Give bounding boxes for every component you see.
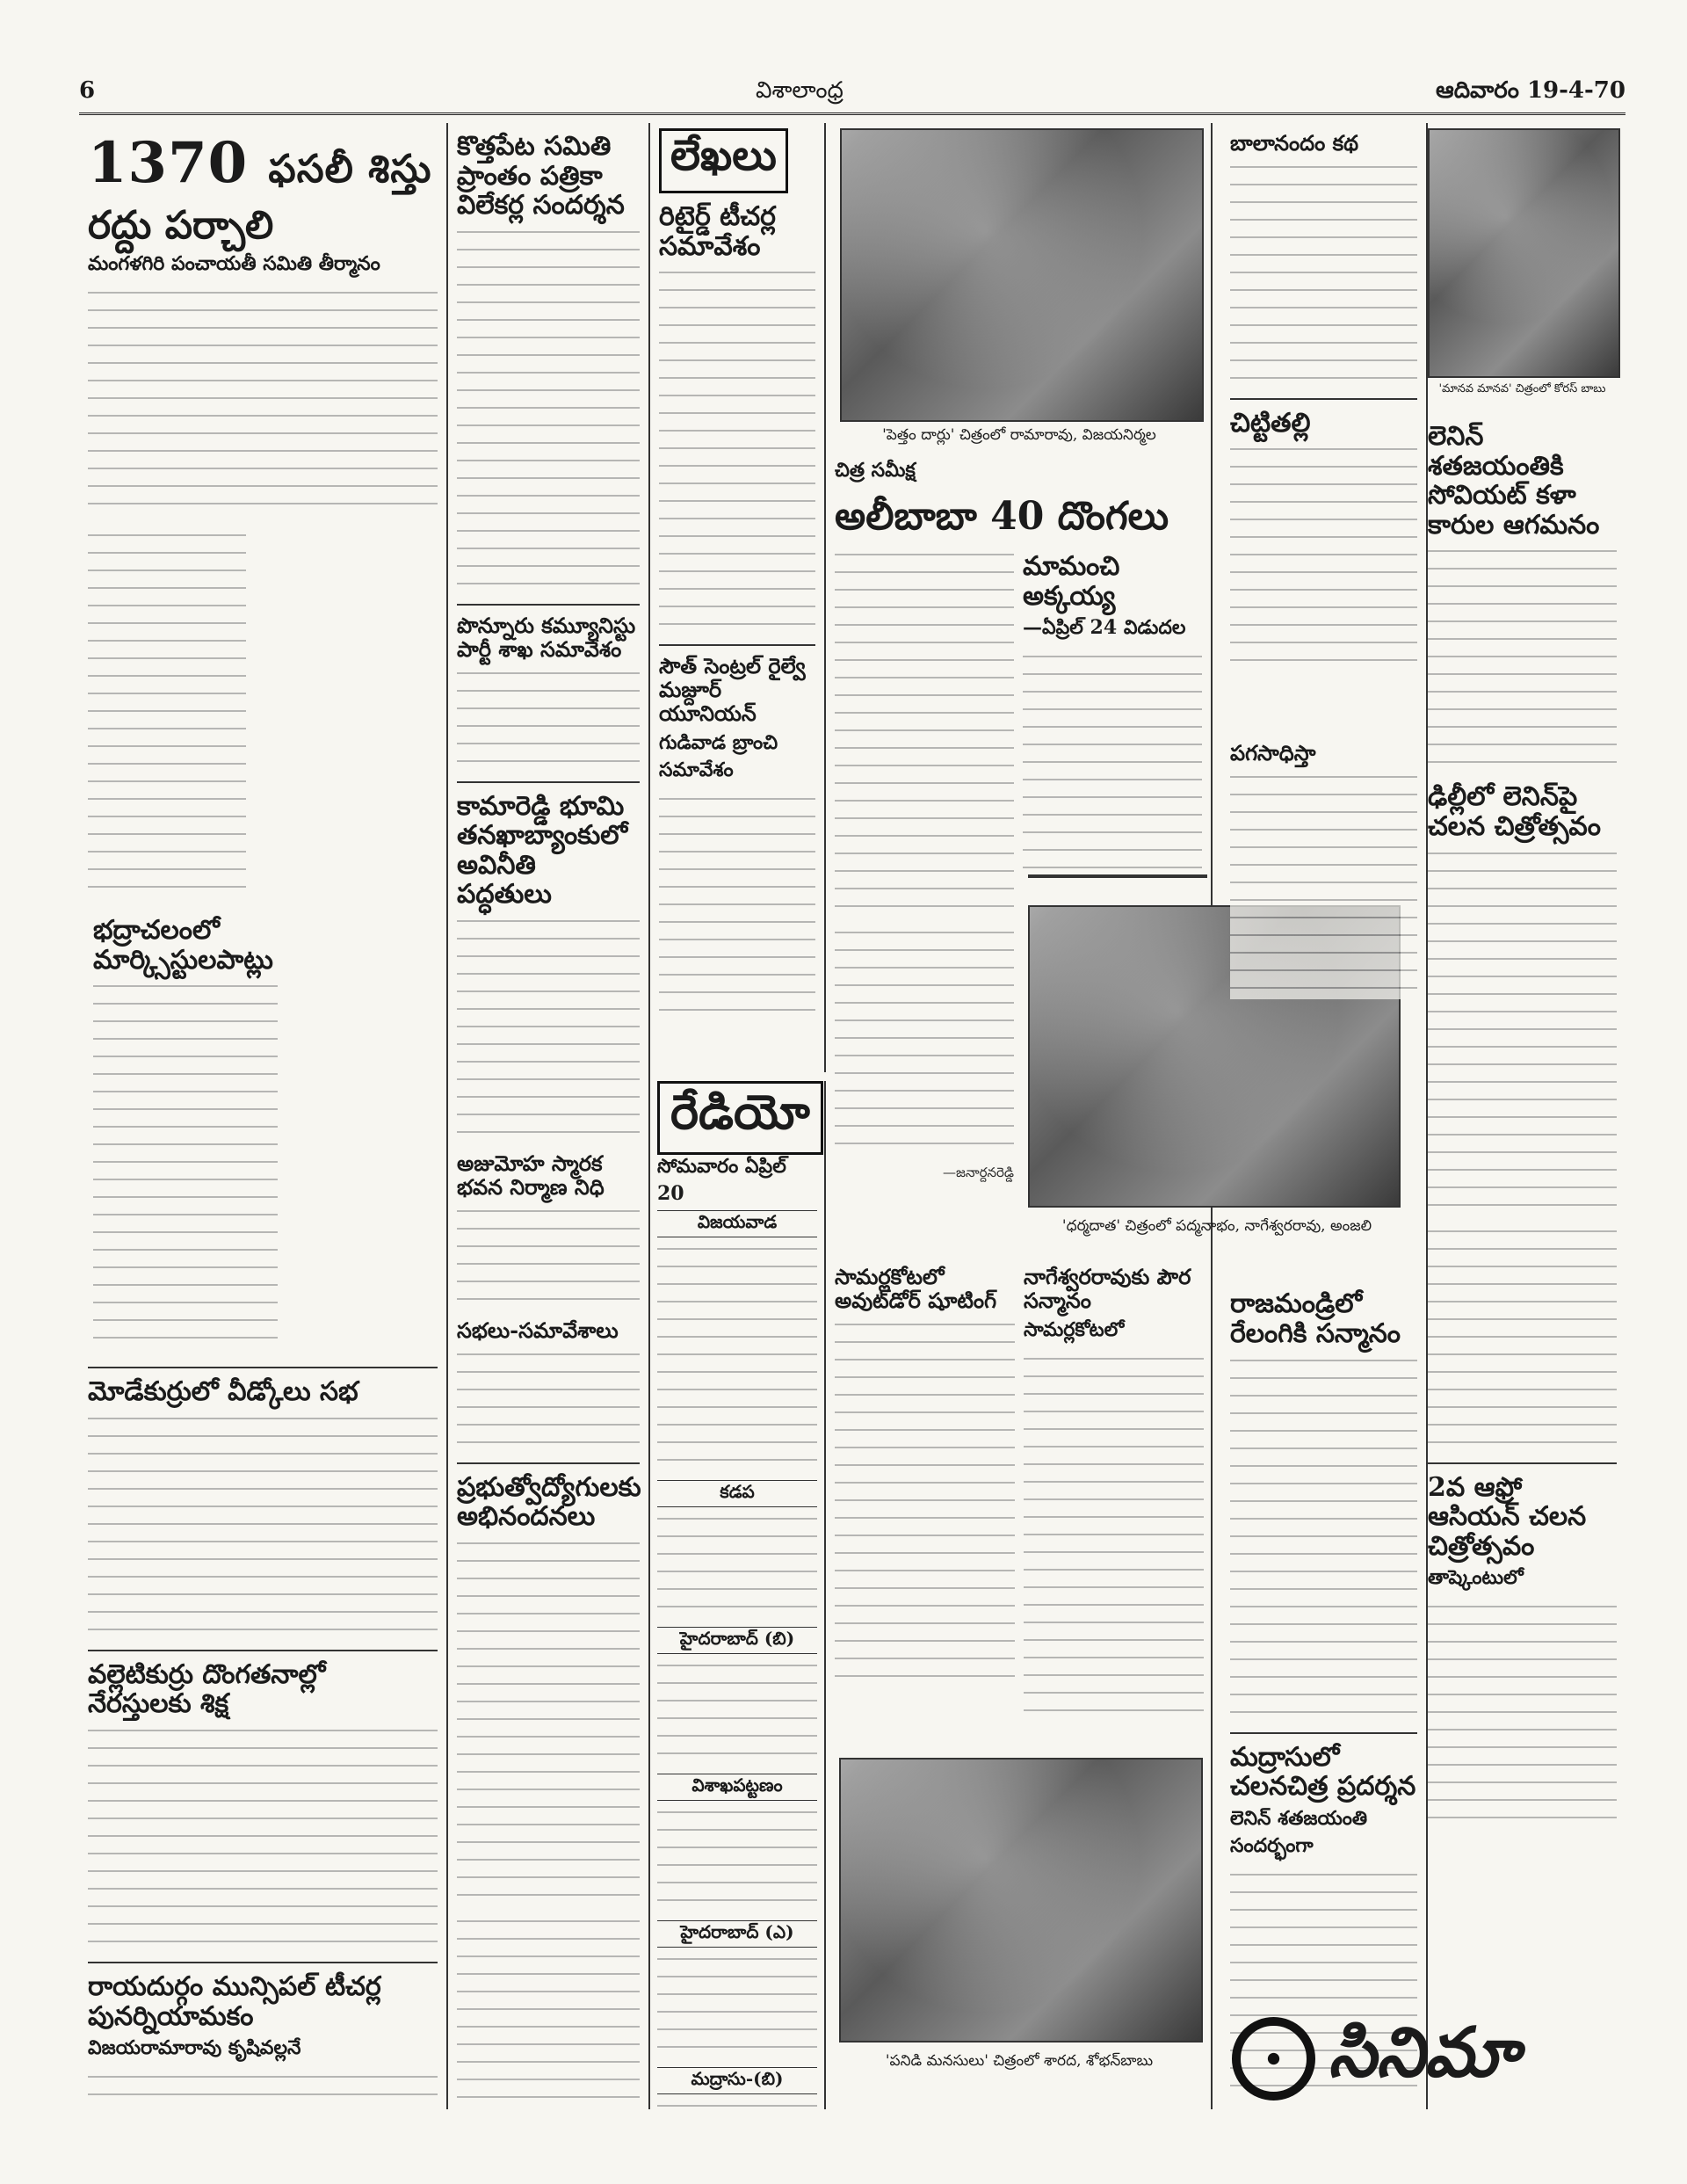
story-subhead: —ఏప్రిల్ 24 విడుదల: [1023, 616, 1186, 640]
story-headline: నాగేశ్వరరావుకు పౌర సన్మానం: [1024, 1264, 1191, 1313]
page-header: [79, 76, 1625, 115]
photo-caption: 'ధర్మదాత' చిత్రంలో పద్మనాభం, నాగేశ్వరరావు, అంజలి: [1061, 1217, 1372, 1235]
article-text: [457, 667, 640, 773]
story-headline: రాజమండ్రిలో రేలంగికి సన్మానం: [1230, 1288, 1401, 1349]
article-text: [835, 548, 1014, 918]
story-headline: మోడేకుర్రులో వీడ్కోలు సభ: [88, 1376, 358, 1408]
lead-subhead: మంగళగిరి పంచాయతీ సమితి తీర్మానం: [88, 251, 380, 275]
radio-schedule: [657, 2100, 817, 2109]
story-headline: సభలు-సమావేశాలు: [457, 1317, 619, 1343]
article-text: [457, 915, 640, 1143]
radio-schedule: [657, 1243, 817, 1471]
story-headline: కామారెడ్డి భూమి తనఖాబ్యాంకులో అవినీతి పద్ధతులు: [457, 790, 628, 911]
story-subhead: విజయరామారావు కృషివల్లనే: [88, 2036, 301, 2060]
issue-date: ఆదివారం 19-4-70: [1435, 77, 1625, 104]
review-headline: అలీబాబా 40 దొంగలు: [835, 494, 1169, 539]
story-headline: పొన్నూరు కమ్యూనిస్టు పార్టీ శాఖ సమావేశం: [457, 612, 636, 662]
story-headline: వల్లెటికుర్రు దొంగతనాల్లో నేరస్తులకు శిక్ష: [88, 1658, 326, 1720]
radio-station: మద్రాసు-(బి): [657, 2067, 817, 2094]
article-text: [835, 926, 1014, 1155]
photo-caption: 'మానవ మానవ' చిత్రంలో కోరస్ బాబు: [1438, 382, 1606, 395]
article-text: [1428, 545, 1617, 773]
radio-schedule: [657, 1659, 817, 1765]
radio-station: హైదరాబాద్ (ఎ): [657, 1920, 817, 1948]
story-headline: ప్రభుత్వోద్యోగులకు అభినందనలు: [457, 1471, 641, 1533]
lead-headline-rest: ఫసలీ శిస్తు: [268, 147, 432, 192]
article-text: [457, 1348, 640, 1454]
article-text: [457, 1915, 640, 2109]
page-number: 6: [79, 77, 96, 104]
photo-caption: 'పనిడి మనసులు' చిత్రంలో శారద, శోభన్‌బాబు: [885, 2052, 1154, 2070]
column-6: [1419, 123, 1625, 2109]
story-headline: భద్రాచలంలో మార్క్సిస్టులపాట్లు: [93, 914, 273, 976]
review-byline: —జనార్దనరెడ్డి: [943, 1165, 1014, 1181]
article-text: [1230, 443, 1417, 671]
lead-headline-line2: రద్దు పర్చాలి: [88, 202, 274, 248]
story-headline: బాలానందం కథ: [1230, 130, 1359, 156]
story-subhead: తాష్కెంటులో: [1428, 1566, 1524, 1590]
column-1: [79, 123, 448, 2109]
article-text: [88, 529, 246, 898]
story-headline: రాయదుర్గం మున్సిపల్ టీచర్ల పునర్నియామకం: [88, 1970, 381, 2032]
story-headline: రిటైర్డ్ టీచర్ల సమావేశం: [659, 201, 776, 262]
story-headline: మామంచి అక్కయ్య: [1023, 551, 1120, 612]
column-3: [650, 123, 826, 1072]
article-text: [659, 266, 815, 635]
article-text: [1230, 771, 1417, 999]
article-text: [88, 2071, 438, 2109]
article-text: [88, 1724, 438, 1953]
film-still-photo: [839, 1758, 1203, 2043]
column-5: [1221, 123, 1428, 2109]
section-label: చిత్ర సమీక్ష: [835, 459, 916, 482]
story-headline: సామర్లకోటలో అవుట్‌డోర్ షూటింగ్: [835, 1264, 997, 1313]
radio-schedule: [657, 1513, 817, 1618]
article-text: [457, 1205, 640, 1310]
article-text: [1230, 1354, 1417, 1723]
radio-station: కడప: [657, 1480, 817, 1507]
article-text: [835, 1318, 1015, 1687]
story-headline: కొత్తపేట సమితి ప్రాంతం పత్రికా విలేకర్ల సందర్శన: [457, 131, 625, 221]
article-text: [659, 793, 815, 1021]
article-text: [457, 226, 640, 595]
story-headline: లెనిన్ శతజయంతికి సోవియట్ కళా కారుల ఆగమనం: [1428, 421, 1600, 541]
story-headline: 2వ ఆఫ్రో ఆసియన్ చలన చిత్రోత్సవం: [1428, 1471, 1587, 1562]
article-text: [1428, 1600, 1617, 1829]
radio-station: విశాఖపట్టణం: [657, 1774, 817, 1801]
article-text: [1230, 161, 1417, 389]
radio-date: సోమవారం ఏప్రిల్ 20: [657, 1155, 786, 1205]
film-still-photo: [1428, 128, 1620, 378]
article-text: [88, 287, 438, 515]
radio-station: విజయవాడ: [657, 1210, 817, 1237]
article-text: [1428, 1225, 1617, 1454]
column-4-lower: [835, 1257, 1204, 1714]
article-text: [93, 980, 278, 1349]
story-subhead: సామర్లకోటలో: [1024, 1317, 1125, 1341]
article-text: [88, 1412, 438, 1641]
photo-caption: 'పెత్తం దార్లు' చిత్రంలో రామారావు, విజయనిర్మల: [882, 426, 1156, 444]
article-text: [1024, 1353, 1204, 1714]
cinema-section-logo: సినిమా: [1328, 2013, 1519, 2093]
radio-schedule: [657, 1953, 817, 2058]
letters-box-head: లేఖలు: [659, 128, 788, 193]
column-2: [448, 123, 650, 2109]
story-headline: మద్రాసులో చలనచిత్ర ప్రదర్శన: [1230, 1741, 1416, 1803]
lead-headline-number: 1370: [88, 130, 249, 196]
story-subhead: లెనిన్ శతజయంతి సందర్భంగా: [1230, 1806, 1368, 1857]
article-text: [1428, 847, 1617, 1216]
story-headline: పగసాధిస్తా: [1230, 740, 1316, 766]
radio-listings: [650, 1081, 826, 2109]
story-headline: ఢిల్లీలో లెనిన్‌పై చలన చిత్రోత్సవం: [1428, 781, 1601, 842]
film-still-photo: [840, 128, 1204, 422]
radio-station: హైదరాబాద్ (బి): [657, 1627, 817, 1654]
story-headline: అజుమోహ స్మారక భవన నిర్మాణ నిధి: [457, 1150, 605, 1200]
article-text: [1023, 650, 1202, 879]
paper-name: విశాలాంధ్ర: [756, 77, 844, 104]
article-text: [457, 1537, 640, 1906]
radio-schedule: [657, 1806, 817, 1912]
lead-headline: [88, 132, 438, 195]
film-still-photo: [1028, 874, 1207, 878]
radio-title: రేడియో: [657, 1081, 823, 1155]
story-headline: సౌత్ సెంట్రల్ రైల్వే మజ్దూర్ యూనియన్: [659, 653, 806, 726]
story-headline: చిట్టితల్లి: [1230, 407, 1311, 439]
story-subhead: గుడివాడ బ్రాంచి సమావేశం: [659, 730, 778, 781]
